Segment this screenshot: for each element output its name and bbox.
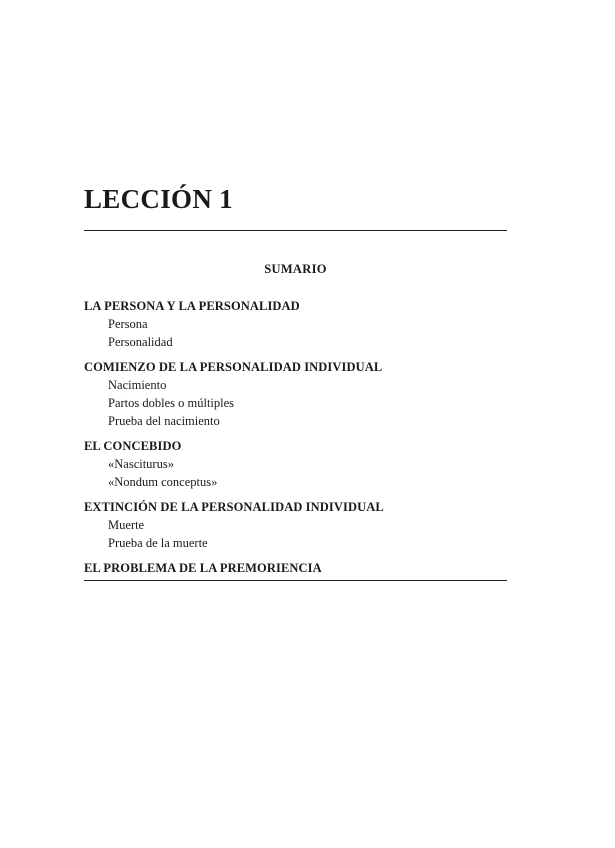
toc-section: [84, 358, 507, 430]
toc-item: Nacimiento: [108, 378, 167, 392]
toc-item: Muerte: [108, 518, 145, 532]
toc-section-title: COMIENZO DE LA PERSONALIDAD INDIVIDUAL: [84, 360, 383, 374]
summary-bottom-divider: [84, 580, 507, 581]
toc-section: [84, 498, 507, 552]
toc-subitems: [84, 516, 507, 552]
toc-section-title: EL CONCEBIDO: [84, 439, 182, 453]
toc-section: [84, 297, 507, 351]
toc-subitems: [84, 315, 507, 351]
toc-section-title: EXTINCIÓN DE LA PERSONALIDAD INDIVIDUAL: [84, 500, 384, 514]
toc-section-title: LA PERSONA Y LA PERSONALIDAD: [84, 299, 300, 313]
toc-subitems: [84, 455, 507, 491]
toc-item: «Nondum conceptus»: [108, 475, 218, 489]
toc-item: Personalidad: [108, 335, 173, 349]
toc-subitems: [84, 376, 507, 430]
toc-section-title: EL PROBLEMA DE LA PREMORIENCIA: [84, 561, 322, 575]
toc-item: Prueba de la muerte: [108, 536, 208, 550]
toc-item: Partos dobles o múltiples: [108, 396, 235, 410]
summary-heading: SUMARIO: [264, 262, 327, 276]
toc-item: Prueba del nacimiento: [108, 414, 220, 428]
toc-section: [84, 559, 507, 577]
toc-section: [84, 437, 507, 491]
lesson-title: LECCIÓN 1: [84, 184, 233, 214]
toc-item: «Nasciturus»: [108, 457, 174, 471]
summary-table-of-contents: [84, 297, 507, 584]
title-divider: [84, 230, 507, 231]
toc-item: Persona: [108, 317, 148, 331]
